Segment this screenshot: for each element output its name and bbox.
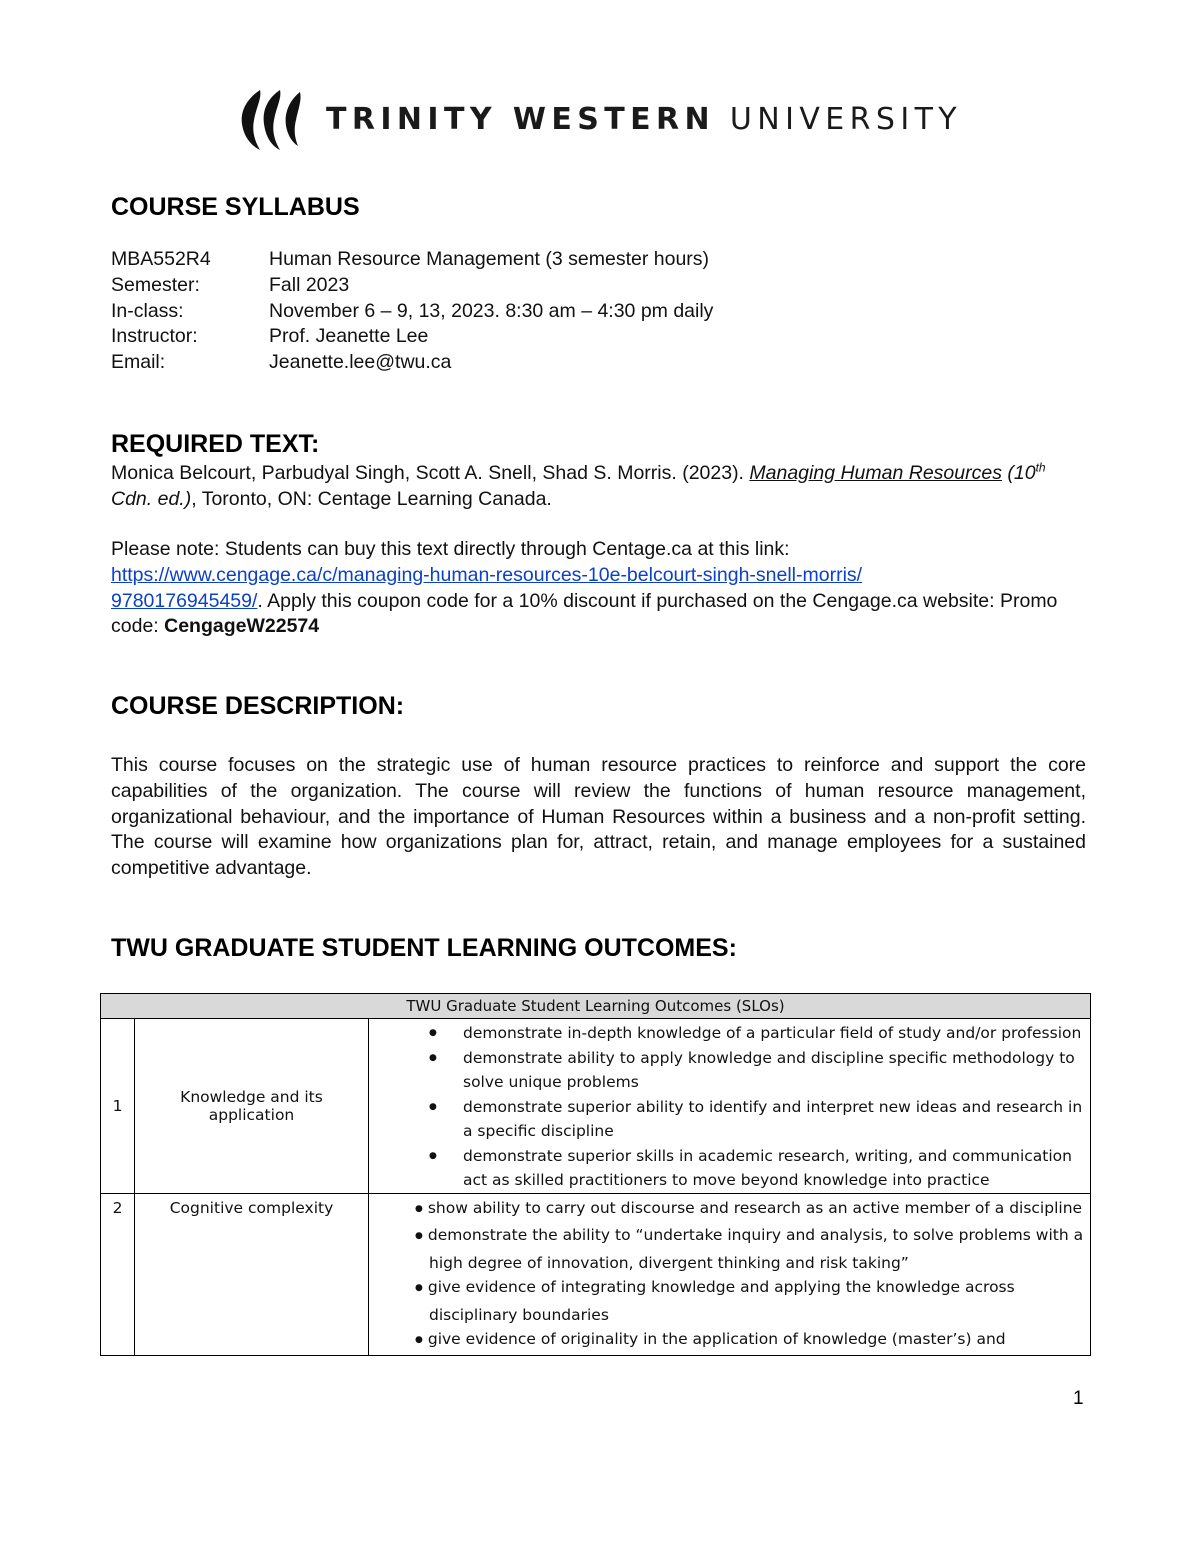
info-value: Human Resource Management (3 semester hours)	[269, 248, 710, 270]
cengage-link-isbn[interactable]: 9780176945459/	[111, 589, 258, 612]
row-number: 1	[101, 1019, 135, 1194]
list-item: ● demonstrate superior ability to identify and interpret new ideas and research in a specific discipline	[369, 1095, 1090, 1144]
outcomes-heading: TWU GRADUATE STUDENT LEARNING OUTCOMES:	[111, 934, 737, 962]
promo-code: CengageW22574	[164, 615, 320, 638]
info-row-in-class	[111, 299, 713, 325]
info-value: Fall 2023	[269, 273, 350, 296]
outcome-list	[369, 1196, 1090, 1355]
coupon-text: . Apply this coupon code for a 10% discount if purchased on the Cengage.ca website: Promo code:	[111, 589, 1058, 638]
course-description-heading: COURSE DESCRIPTION:	[111, 692, 405, 720]
row-category: Cognitive complexity	[135, 1193, 369, 1355]
outcome-list	[369, 1021, 1090, 1193]
info-value: November 6 – 9, 13, 2023. 8:30 am – 4:30 pm daily	[269, 299, 714, 322]
list-item: ● demonstrate in-depth knowledge of a particular field of study and/or profession	[369, 1021, 1090, 1046]
required-text-heading: REQUIRED TEXT:	[111, 430, 320, 458]
list-item: ● show ability to carry out discourse and research as an active member of a discipline	[369, 1196, 1090, 1224]
book-title: Managing Human Resources	[749, 462, 1002, 484]
info-row-instructor	[111, 324, 713, 350]
info-key: Email:	[111, 351, 166, 374]
info-value: Prof. Jeanette Lee	[269, 325, 429, 348]
row-number: 2	[101, 1193, 135, 1355]
edition: (10	[1001, 462, 1036, 484]
info-key: MBA552R4	[111, 248, 211, 270]
page-title: COURSE SYLLABUS	[111, 193, 360, 221]
publisher: , Toronto, ON: Centage Learning Canada.	[191, 487, 552, 510]
purchase-note	[111, 537, 1086, 640]
row-category: Knowledge and its application	[135, 1019, 369, 1194]
info-row-email	[111, 350, 713, 376]
list-item: ● give evidence of originality in the application of knowledge (master’s) and	[369, 1327, 1090, 1355]
edition-rest: Cdn. ed.)	[111, 487, 192, 510]
citation-authors: Monica Belcourt, Parbudyal Singh, Scott A. Snell, Shad S. Morris. (2023).	[111, 462, 750, 484]
table-row	[101, 1193, 1091, 1355]
page-number: 1	[1073, 1388, 1084, 1409]
info-row-course	[111, 247, 713, 273]
twu-flame-icon	[238, 88, 304, 152]
list-item: ● demonstrate superior skills in academic research, writing, and communication act as skilled practitioners to move beyond knowledge into practice	[369, 1144, 1090, 1193]
required-text-citation	[111, 461, 1086, 513]
info-value: Jeanette.lee@twu.ca	[269, 351, 452, 374]
list-item: ● give evidence of integrating knowledge and applying the knowledge across disciplinary boundaries	[369, 1275, 1090, 1327]
course-description-text: This course focuses on the strategic use of human resource practices to reinforce and support the core capabilities of the organization. The course will review the functions of human resource management, organizational behaviour, and the importance of Human Resources within a business and a non-profit setting. The course will examine how organizations plan for, attract, retain, and manage employees for a sustained competitive advantage.	[111, 754, 1086, 880]
edition-sup: th	[1035, 460, 1046, 475]
note-intro: Please note: Students can buy this text directly through Centage.ca at this link:	[111, 538, 790, 560]
info-key: In-class:	[111, 299, 184, 322]
info-key: Semester:	[111, 273, 200, 296]
university-name	[326, 102, 963, 137]
course-info	[111, 247, 713, 376]
logo-text-bold: TRINITY WESTERN	[326, 102, 715, 137]
table-row	[101, 1019, 1091, 1194]
logo-text-light: UNIVERSITY	[729, 102, 963, 137]
table-header: TWU Graduate Student Learning Outcomes (SLOs)	[101, 994, 1091, 1019]
university-logo	[238, 88, 962, 152]
outcomes-table	[100, 993, 1091, 1356]
list-item: ● demonstrate ability to apply knowledge and discipline specific methodology to solve unique problems	[369, 1046, 1090, 1095]
list-item: ● demonstrate the ability to “undertake inquiry and analysis, to solve problems with a high degree of innovation, divergent thinking and risk taking”	[369, 1223, 1090, 1275]
info-key: Instructor:	[111, 325, 198, 348]
cengage-link[interactable]: https://www.cengage.ca/c/managing-human-resources-10e-belcourt-singh-snell-morris/	[111, 563, 863, 586]
info-row-semester	[111, 273, 713, 299]
